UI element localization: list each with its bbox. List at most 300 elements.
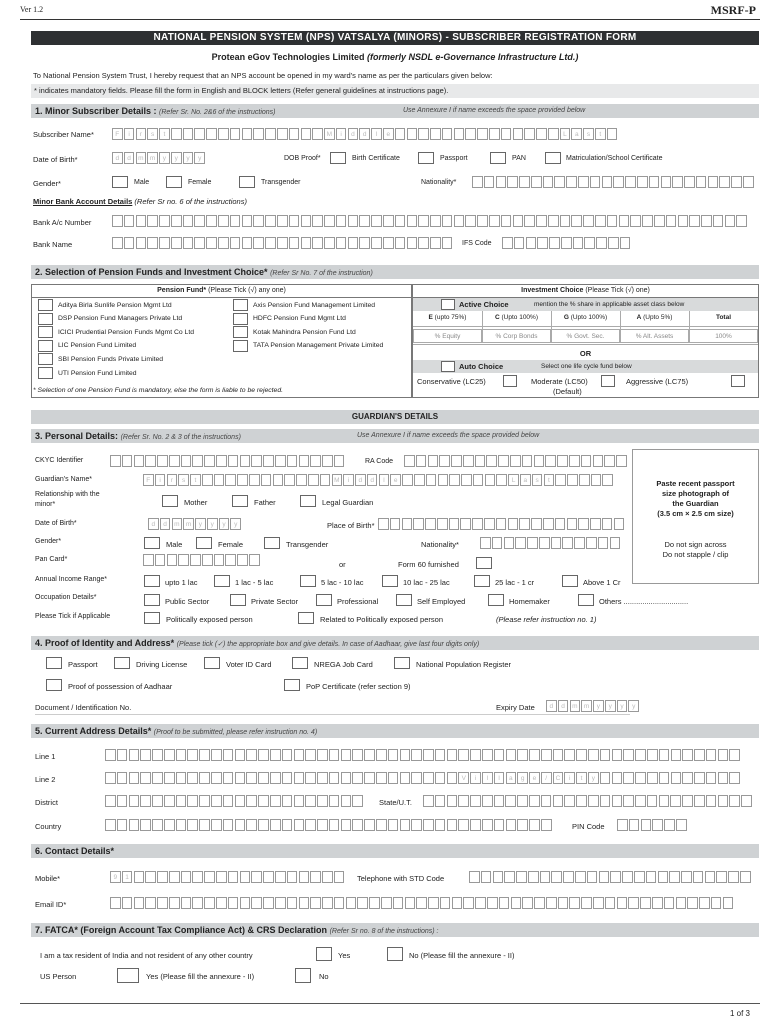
char-cell[interactable] xyxy=(164,749,175,761)
char-cell[interactable]: d xyxy=(355,474,366,486)
char-cell[interactable] xyxy=(526,237,537,249)
asset-input[interactable]: % Govt. Sec. xyxy=(551,329,620,343)
char-cell[interactable] xyxy=(493,871,504,883)
char-cell[interactable] xyxy=(581,897,592,909)
occupation-checkbox[interactable] xyxy=(230,594,246,606)
char-cell[interactable] xyxy=(587,871,598,883)
char-cell[interactable]: a xyxy=(520,474,531,486)
char-cell[interactable] xyxy=(329,772,340,784)
char-cell[interactable] xyxy=(277,215,288,227)
char-cell[interactable] xyxy=(322,455,333,467)
char-cell[interactable] xyxy=(402,474,413,486)
char-cell[interactable] xyxy=(614,518,625,530)
occupation-checkbox[interactable] xyxy=(144,594,160,606)
char-cell[interactable] xyxy=(404,455,415,467)
char-cell[interactable] xyxy=(672,176,683,188)
char-cell[interactable] xyxy=(460,518,471,530)
char-cell[interactable] xyxy=(242,215,253,227)
char-cell[interactable]: y xyxy=(219,518,230,530)
char-cell[interactable] xyxy=(251,455,262,467)
char-cell[interactable]: t xyxy=(159,128,170,140)
char-cell[interactable] xyxy=(152,819,163,831)
char-cell[interactable] xyxy=(211,749,222,761)
char-cell[interactable] xyxy=(294,749,305,761)
pop-checkbox[interactable] xyxy=(284,679,300,691)
char-cell[interactable] xyxy=(329,795,340,807)
char-cell[interactable] xyxy=(564,795,575,807)
char-cell[interactable] xyxy=(395,237,406,249)
char-cell[interactable] xyxy=(487,897,498,909)
char-cell[interactable] xyxy=(261,474,272,486)
char-cell[interactable] xyxy=(164,772,175,784)
bank-name-field[interactable] xyxy=(112,237,454,249)
char-cell[interactable] xyxy=(486,455,497,467)
char-cell[interactable] xyxy=(529,749,540,761)
char-cell[interactable] xyxy=(463,455,474,467)
char-cell[interactable] xyxy=(317,795,328,807)
char-cell[interactable] xyxy=(181,871,192,883)
char-cell[interactable] xyxy=(317,819,328,831)
char-cell[interactable] xyxy=(664,897,675,909)
char-cell[interactable] xyxy=(670,795,681,807)
legal-guardian-checkbox[interactable] xyxy=(300,495,316,507)
char-cell[interactable] xyxy=(317,772,328,784)
char-cell[interactable]: d xyxy=(160,518,171,530)
char-cell[interactable] xyxy=(564,749,575,761)
char-cell[interactable]: d xyxy=(124,152,135,164)
char-cell[interactable] xyxy=(214,554,225,566)
char-cell[interactable] xyxy=(336,237,347,249)
char-cell[interactable]: a xyxy=(571,128,582,140)
char-cell[interactable] xyxy=(454,215,465,227)
char-cell[interactable]: g xyxy=(517,772,528,784)
char-cell[interactable] xyxy=(110,455,121,467)
char-cell[interactable] xyxy=(359,215,370,227)
tax-resident-no-checkbox[interactable] xyxy=(387,947,403,961)
char-cell[interactable] xyxy=(235,819,246,831)
char-cell[interactable] xyxy=(228,897,239,909)
char-cell[interactable] xyxy=(140,749,151,761)
char-cell[interactable] xyxy=(129,749,140,761)
char-cell[interactable] xyxy=(502,237,513,249)
char-cell[interactable] xyxy=(586,537,597,549)
char-cell[interactable] xyxy=(498,455,509,467)
char-cell[interactable] xyxy=(416,455,427,467)
char-cell[interactable]: d xyxy=(112,152,123,164)
fund-right-checkbox[interactable] xyxy=(233,299,248,311)
char-cell[interactable] xyxy=(423,772,434,784)
fund-left-checkbox[interactable] xyxy=(38,313,53,325)
char-cell[interactable] xyxy=(507,176,518,188)
char-cell[interactable] xyxy=(649,176,660,188)
char-cell[interactable] xyxy=(105,772,116,784)
ifs-field[interactable] xyxy=(502,237,632,249)
char-cell[interactable] xyxy=(164,795,175,807)
char-cell[interactable] xyxy=(506,749,517,761)
char-cell[interactable] xyxy=(612,772,623,784)
char-cell[interactable] xyxy=(608,237,619,249)
char-cell[interactable] xyxy=(522,897,533,909)
char-cell[interactable] xyxy=(376,749,387,761)
char-cell[interactable] xyxy=(223,749,234,761)
char-cell[interactable] xyxy=(348,215,359,227)
char-cell[interactable] xyxy=(719,176,730,188)
char-cell[interactable] xyxy=(536,128,547,140)
char-cell[interactable] xyxy=(579,474,590,486)
char-cell[interactable] xyxy=(171,215,182,227)
char-cell[interactable] xyxy=(567,518,578,530)
char-cell[interactable] xyxy=(635,772,646,784)
char-cell[interactable] xyxy=(435,749,446,761)
char-cell[interactable] xyxy=(258,819,269,831)
char-cell[interactable] xyxy=(275,871,286,883)
aadhaar-checkbox[interactable] xyxy=(46,679,62,691)
char-cell[interactable] xyxy=(494,819,505,831)
char-cell[interactable] xyxy=(117,772,128,784)
char-cell[interactable] xyxy=(294,772,305,784)
char-cell[interactable] xyxy=(496,176,507,188)
char-cell[interactable]: l xyxy=(482,772,493,784)
char-cell[interactable] xyxy=(736,215,747,227)
char-cell[interactable] xyxy=(258,772,269,784)
mother-checkbox[interactable] xyxy=(162,495,178,507)
char-cell[interactable]: y xyxy=(183,152,194,164)
char-cell[interactable] xyxy=(124,215,135,227)
char-cell[interactable] xyxy=(192,455,203,467)
char-cell[interactable] xyxy=(136,237,147,249)
char-cell[interactable] xyxy=(258,795,269,807)
char-cell[interactable] xyxy=(584,237,595,249)
char-cell[interactable] xyxy=(296,474,307,486)
char-cell[interactable] xyxy=(573,237,584,249)
guardian-nationality-field[interactable] xyxy=(480,537,621,549)
char-cell[interactable] xyxy=(167,554,178,566)
char-cell[interactable] xyxy=(600,749,611,761)
char-cell[interactable] xyxy=(617,819,628,831)
char-cell[interactable] xyxy=(696,176,707,188)
char-cell[interactable] xyxy=(529,819,540,831)
char-cell[interactable] xyxy=(199,819,210,831)
char-cell[interactable] xyxy=(630,215,641,227)
char-cell[interactable] xyxy=(388,749,399,761)
char-cell[interactable] xyxy=(329,819,340,831)
char-cell[interactable] xyxy=(176,795,187,807)
char-cell[interactable] xyxy=(383,237,394,249)
char-cell[interactable]: d xyxy=(558,700,569,712)
char-cell[interactable]: y xyxy=(588,772,599,784)
char-cell[interactable] xyxy=(152,772,163,784)
occupation-checkbox[interactable] xyxy=(488,594,504,606)
char-cell[interactable] xyxy=(334,897,345,909)
char-cell[interactable] xyxy=(395,128,406,140)
char-cell[interactable] xyxy=(352,819,363,831)
char-cell[interactable] xyxy=(728,871,739,883)
char-cell[interactable] xyxy=(513,128,524,140)
fund-left-checkbox[interactable] xyxy=(38,326,53,338)
char-cell[interactable] xyxy=(659,749,670,761)
char-cell[interactable] xyxy=(514,237,525,249)
char-cell[interactable] xyxy=(204,455,215,467)
char-cell[interactable] xyxy=(574,537,585,549)
char-cell[interactable] xyxy=(543,176,554,188)
char-cell[interactable] xyxy=(169,455,180,467)
char-cell[interactable] xyxy=(682,749,693,761)
char-cell[interactable] xyxy=(442,215,453,227)
mobile-field[interactable] xyxy=(110,871,346,883)
char-cell[interactable] xyxy=(551,871,562,883)
char-cell[interactable] xyxy=(183,128,194,140)
char-cell[interactable] xyxy=(240,455,251,467)
char-cell[interactable] xyxy=(284,474,295,486)
char-cell[interactable] xyxy=(484,518,495,530)
char-cell[interactable]: y xyxy=(207,518,218,530)
id-proof-checkbox[interactable] xyxy=(46,657,62,669)
char-cell[interactable]: m xyxy=(136,152,147,164)
char-cell[interactable] xyxy=(517,749,528,761)
char-cell[interactable] xyxy=(569,455,580,467)
char-cell[interactable] xyxy=(287,455,298,467)
lc50-checkbox[interactable] xyxy=(601,375,615,387)
income-checkbox[interactable] xyxy=(214,575,230,587)
char-cell[interactable]: y xyxy=(195,518,206,530)
char-cell[interactable] xyxy=(472,518,483,530)
fund-left-checkbox[interactable] xyxy=(38,299,53,311)
fund-left-checkbox[interactable] xyxy=(38,340,53,352)
char-cell[interactable] xyxy=(277,237,288,249)
char-cell[interactable] xyxy=(612,749,623,761)
char-cell[interactable] xyxy=(411,772,422,784)
char-cell[interactable] xyxy=(310,871,321,883)
char-cell[interactable] xyxy=(157,871,168,883)
char-cell[interactable] xyxy=(610,871,621,883)
char-cell[interactable]: y xyxy=(230,518,241,530)
asset-input[interactable]: % Corp Bonds xyxy=(482,329,551,343)
char-cell[interactable]: 1 xyxy=(122,871,133,883)
char-cell[interactable] xyxy=(729,749,740,761)
id-proof-checkbox[interactable] xyxy=(204,657,220,669)
char-cell[interactable] xyxy=(482,749,493,761)
char-cell[interactable] xyxy=(492,537,503,549)
char-cell[interactable] xyxy=(383,215,394,227)
char-cell[interactable] xyxy=(623,772,634,784)
char-cell[interactable] xyxy=(723,897,734,909)
occupation-checkbox[interactable] xyxy=(578,594,594,606)
char-cell[interactable] xyxy=(176,772,187,784)
char-cell[interactable] xyxy=(701,215,712,227)
char-cell[interactable] xyxy=(681,871,692,883)
char-cell[interactable] xyxy=(590,176,601,188)
char-cell[interactable] xyxy=(273,474,284,486)
char-cell[interactable] xyxy=(602,176,613,188)
char-cell[interactable] xyxy=(202,474,213,486)
char-cell[interactable] xyxy=(178,554,189,566)
char-cell[interactable] xyxy=(110,897,121,909)
char-cell[interactable] xyxy=(428,455,439,467)
char-cell[interactable] xyxy=(265,215,276,227)
char-cell[interactable] xyxy=(371,237,382,249)
char-cell[interactable] xyxy=(439,455,450,467)
char-cell[interactable] xyxy=(423,749,434,761)
char-cell[interactable]: a xyxy=(506,772,517,784)
state-field[interactable] xyxy=(423,795,753,807)
ckyc-field[interactable] xyxy=(110,455,346,467)
char-cell[interactable] xyxy=(706,795,717,807)
char-cell[interactable] xyxy=(352,772,363,784)
char-cell[interactable] xyxy=(230,237,241,249)
char-cell[interactable]: t xyxy=(595,128,606,140)
char-cell[interactable] xyxy=(145,455,156,467)
char-cell[interactable] xyxy=(305,749,316,761)
char-cell[interactable] xyxy=(555,518,566,530)
char-cell[interactable] xyxy=(418,128,429,140)
char-cell[interactable] xyxy=(352,795,363,807)
line1-field[interactable] xyxy=(105,749,741,761)
char-cell[interactable] xyxy=(463,897,474,909)
char-cell[interactable] xyxy=(635,795,646,807)
char-cell[interactable] xyxy=(369,897,380,909)
char-cell[interactable] xyxy=(134,897,145,909)
fund-right-checkbox[interactable] xyxy=(233,313,248,325)
char-cell[interactable] xyxy=(470,819,481,831)
char-cell[interactable] xyxy=(364,749,375,761)
expiry-field[interactable] xyxy=(546,700,640,712)
char-cell[interactable] xyxy=(294,819,305,831)
char-cell[interactable]: d xyxy=(546,700,557,712)
char-cell[interactable] xyxy=(596,237,607,249)
char-cell[interactable] xyxy=(519,518,530,530)
char-cell[interactable] xyxy=(414,474,425,486)
char-cell[interactable] xyxy=(545,455,556,467)
char-cell[interactable]: r xyxy=(167,474,178,486)
char-cell[interactable] xyxy=(140,819,151,831)
char-cell[interactable] xyxy=(147,237,158,249)
char-cell[interactable] xyxy=(475,455,486,467)
char-cell[interactable] xyxy=(287,897,298,909)
char-cell[interactable] xyxy=(312,215,323,227)
char-cell[interactable] xyxy=(228,871,239,883)
char-cell[interactable] xyxy=(537,237,548,249)
char-cell[interactable] xyxy=(517,819,528,831)
char-cell[interactable] xyxy=(169,897,180,909)
guardian-dob-field[interactable] xyxy=(148,518,242,530)
char-cell[interactable] xyxy=(689,215,700,227)
char-cell[interactable] xyxy=(334,871,345,883)
char-cell[interactable] xyxy=(506,819,517,831)
char-cell[interactable] xyxy=(440,897,451,909)
char-cell[interactable] xyxy=(122,897,133,909)
char-cell[interactable] xyxy=(524,215,535,227)
char-cell[interactable] xyxy=(612,795,623,807)
char-cell[interactable] xyxy=(539,537,550,549)
char-cell[interactable] xyxy=(251,871,262,883)
char-cell[interactable] xyxy=(218,215,229,227)
char-cell[interactable] xyxy=(461,474,472,486)
char-cell[interactable]: m xyxy=(183,518,194,530)
char-cell[interactable] xyxy=(359,237,370,249)
char-cell[interactable] xyxy=(511,897,522,909)
char-cell[interactable] xyxy=(301,128,312,140)
char-cell[interactable] xyxy=(451,455,462,467)
char-cell[interactable]: i xyxy=(124,128,135,140)
char-cell[interactable] xyxy=(430,237,441,249)
char-cell[interactable] xyxy=(616,455,627,467)
char-cell[interactable] xyxy=(713,215,724,227)
char-cell[interactable] xyxy=(282,795,293,807)
char-cell[interactable] xyxy=(658,871,669,883)
char-cell[interactable] xyxy=(246,749,257,761)
char-cell[interactable] xyxy=(607,215,618,227)
char-cell[interactable] xyxy=(390,518,401,530)
char-cell[interactable] xyxy=(211,795,222,807)
income-checkbox[interactable] xyxy=(562,575,578,587)
id-proof-checkbox[interactable] xyxy=(394,657,410,669)
char-cell[interactable] xyxy=(561,237,572,249)
char-cell[interactable] xyxy=(610,537,621,549)
char-cell[interactable] xyxy=(529,795,540,807)
fund-right-checkbox[interactable] xyxy=(233,326,248,338)
char-cell[interactable] xyxy=(548,215,559,227)
char-cell[interactable] xyxy=(249,474,260,486)
char-cell[interactable] xyxy=(617,897,628,909)
char-cell[interactable] xyxy=(320,474,331,486)
char-cell[interactable] xyxy=(171,128,182,140)
char-cell[interactable] xyxy=(465,215,476,227)
char-cell[interactable] xyxy=(625,176,636,188)
char-cell[interactable] xyxy=(504,871,515,883)
char-cell[interactable] xyxy=(447,749,458,761)
char-cell[interactable] xyxy=(253,128,264,140)
char-cell[interactable] xyxy=(216,871,227,883)
char-cell[interactable] xyxy=(558,897,569,909)
char-cell[interactable] xyxy=(640,897,651,909)
char-cell[interactable] xyxy=(470,749,481,761)
char-cell[interactable] xyxy=(684,176,695,188)
char-cell[interactable] xyxy=(341,749,352,761)
char-cell[interactable] xyxy=(501,215,512,227)
char-cell[interactable] xyxy=(578,518,589,530)
char-cell[interactable] xyxy=(659,772,670,784)
char-cell[interactable] xyxy=(216,897,227,909)
char-cell[interactable] xyxy=(242,237,253,249)
char-cell[interactable] xyxy=(218,128,229,140)
char-cell[interactable] xyxy=(447,819,458,831)
char-cell[interactable] xyxy=(237,554,248,566)
char-cell[interactable] xyxy=(678,215,689,227)
char-cell[interactable] xyxy=(334,455,345,467)
char-cell[interactable]: i xyxy=(470,772,481,784)
char-cell[interactable] xyxy=(223,772,234,784)
char-cell[interactable] xyxy=(534,897,545,909)
email-field[interactable] xyxy=(110,897,734,909)
char-cell[interactable] xyxy=(187,795,198,807)
char-cell[interactable] xyxy=(402,518,413,530)
char-cell[interactable] xyxy=(324,215,335,227)
char-cell[interactable]: d xyxy=(348,128,359,140)
char-cell[interactable] xyxy=(595,215,606,227)
char-cell[interactable] xyxy=(258,749,269,761)
char-cell[interactable] xyxy=(652,819,663,831)
pob-field[interactable] xyxy=(378,518,625,530)
char-cell[interactable] xyxy=(469,871,480,883)
char-cell[interactable] xyxy=(531,176,542,188)
char-cell[interactable] xyxy=(216,455,227,467)
char-cell[interactable] xyxy=(171,237,182,249)
char-cell[interactable] xyxy=(129,795,140,807)
char-cell[interactable]: i xyxy=(343,474,354,486)
char-cell[interactable] xyxy=(277,128,288,140)
char-cell[interactable] xyxy=(711,897,722,909)
line2-field[interactable] xyxy=(105,772,741,784)
